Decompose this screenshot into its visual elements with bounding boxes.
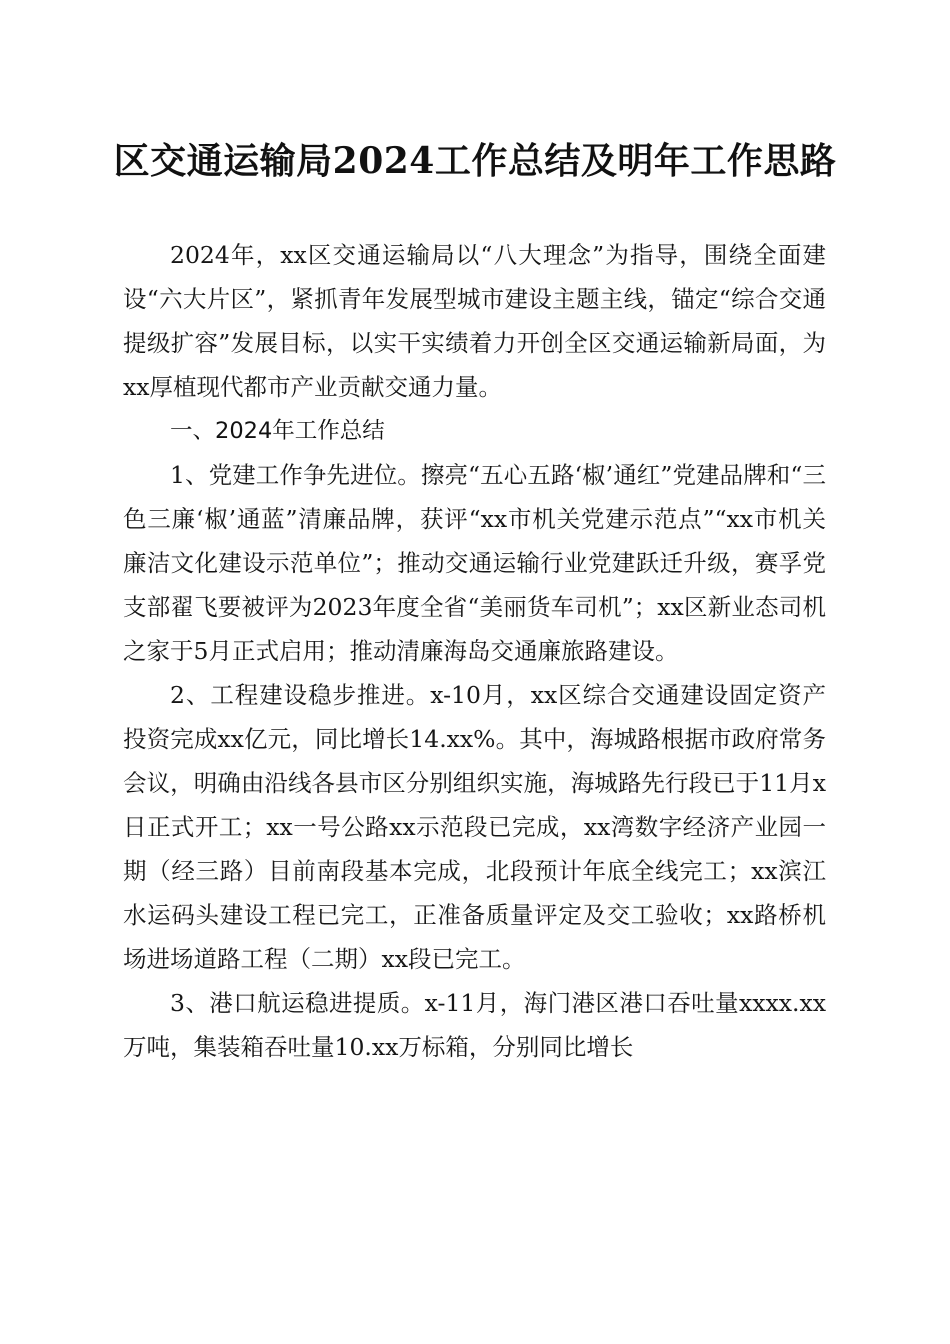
section-heading: 一、2024年工作总结 (170, 418, 385, 444)
page-title: 区交通运输局2024工作总结及明年工作思路 (113, 140, 837, 182)
intro-paragraph: 2024年，xx区交通运输局以“八大理念”为指导，围绕全面建设“六大片区”，紧抓青年发展型城市建设主题主线，锚定“综合交通提级扩容”发展目标，以实干实绩着力开创全区交通运输新局面，为xx厚植现代都市产业贡献交通力量。 (123, 241, 826, 401)
paragraph-port-shipping: 3、港口航运稳进提质。x-11月，海门港区港口吞吐量xxxx.xx万吨，集装箱吞吐量10.xx万标箱，分别同比增长 (123, 989, 826, 1061)
paragraph-engineering: 2、工程建设稳步推进。x-10月，xx区综合交通建设固定资产投资完成xx亿元，同比增长14.xx%。其中，海城路根据市政府常务会议，明确由沿线各县市区分别组织实施，海城路先行段已于11月x日正式开工；xx一号公路xx示范段已完成，xx湾数字经济产业园一期（经三路）目前南段基本完成，北段预计年底全线完工；xx滨江水运码头建设工程已完工，正准备质量评定及交工验收；xx路桥机场进场道路工程（二期）xx段已完工。 (123, 681, 826, 973)
paragraph-party-building: 1、党建工作争先进位。擦亮“五心五路‘椒’通红”党建品牌和“三色三廉‘椒’通蓝”清廉品牌，获评“xx市机关党建示范点”“xx市机关廉洁文化建设示范单位”；推动交通运输行业党建跃迁升级，赛孚党支部翟飞要被评为2023年度全省“美丽货车司机”；xx区新业态司机之家于5月正式启用；推动清廉海岛交通廉旅路建设。 (123, 461, 826, 665)
document-body (123, 233, 826, 1069)
